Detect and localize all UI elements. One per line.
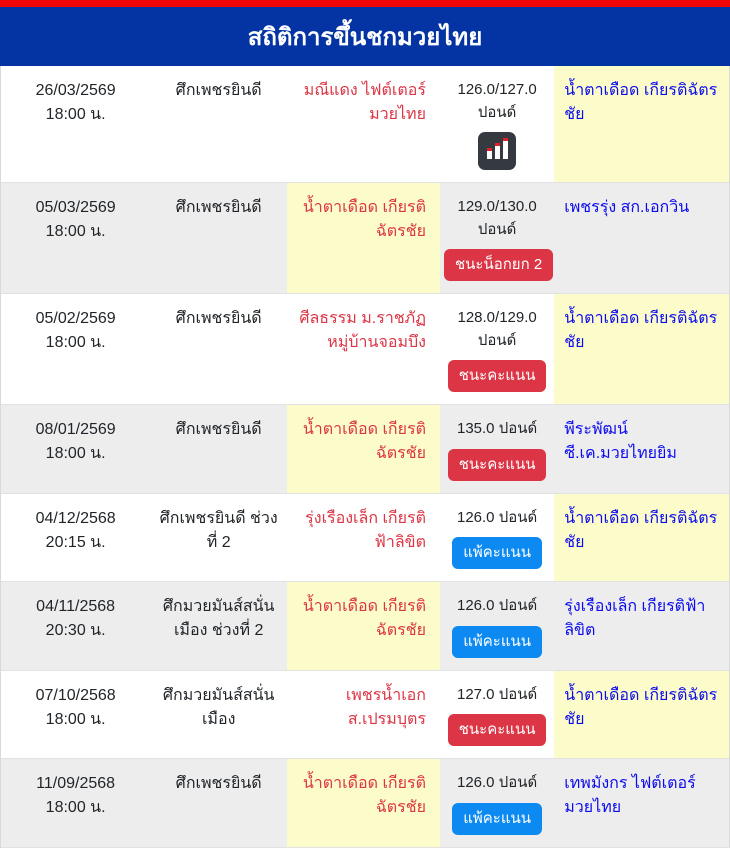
fight-date: 04/12/2568 bbox=[35, 509, 116, 527]
title-bar bbox=[0, 7, 730, 66]
blue-corner-fighter-link[interactable]: พีระพัฒน์ ซี.เค.มวยไทยยิม bbox=[564, 421, 677, 462]
fight-row bbox=[1, 66, 729, 183]
fight-weight: 128.0/129.0 ปอนด์ bbox=[457, 309, 537, 349]
blue-corner-fighter-link[interactable]: น้ำตาเดือด เกียรติฉัตรชัย bbox=[554, 294, 729, 404]
result-badge: แพ้คะแนน bbox=[452, 537, 542, 569]
page-title: สถิติการขึ้นชกมวยไทย bbox=[247, 24, 483, 51]
red-corner-fighter-link[interactable]: ศีลธรรม ม.ราชภัฏหมู่บ้านจอมบึง bbox=[299, 310, 426, 351]
weight-result-cell bbox=[440, 671, 554, 759]
blue-corner-fighter-link[interactable]: รุ่งเรืองเล็ก เกียรติฟ้าลิขิต bbox=[564, 598, 706, 639]
fight-row bbox=[1, 494, 729, 583]
fight-time: 20:15 น. bbox=[45, 533, 106, 551]
fight-time: 18:00 น. bbox=[45, 106, 106, 123]
fight-row bbox=[1, 405, 729, 494]
event-name: ศึกเพชรยินดี bbox=[175, 82, 262, 99]
fight-date: 04/11/2568 bbox=[36, 598, 116, 615]
red-corner-fighter-link[interactable]: น้ำตาเดือด เกียรติฉัตรชัย bbox=[287, 582, 440, 670]
event-name: ศึกเพชรยินดี bbox=[175, 199, 262, 216]
blue-corner-fighter-link[interactable]: เพชรรุ่ง สก.เอกวิน bbox=[564, 199, 690, 216]
weight-result-cell bbox=[440, 494, 554, 582]
fight-time: 18:00 น. bbox=[45, 334, 106, 351]
weight-result-cell bbox=[440, 759, 554, 847]
event-name: ศึกมวยมันส์สนั่นเมือง ช่วงที่ 2 bbox=[162, 598, 275, 639]
fight-table-body bbox=[0, 66, 730, 848]
weight-result-cell bbox=[440, 582, 554, 670]
fight-time: 18:00 น. bbox=[45, 799, 106, 816]
fight-weight: 126.0 ปอนด์ bbox=[456, 508, 538, 526]
fight-row bbox=[1, 671, 729, 760]
weight-result-cell bbox=[440, 294, 554, 404]
blue-corner-fighter-link[interactable]: น้ำตาเดือด เกียรติฉัตรชัย bbox=[554, 66, 729, 182]
weight-result-cell bbox=[440, 405, 554, 493]
fight-date-cell bbox=[1, 183, 150, 293]
weight-result-cell bbox=[440, 66, 554, 182]
fight-date: 26/03/2569 bbox=[35, 82, 116, 99]
fight-date: 08/01/2569 bbox=[35, 421, 116, 438]
stats-chart-button[interactable] bbox=[478, 132, 516, 170]
red-corner-fighter-link[interactable]: น้ำตาเดือด เกียรติฉัตรชัย bbox=[287, 183, 440, 293]
fight-date: 05/02/2569 bbox=[35, 310, 116, 327]
fight-date-cell bbox=[1, 294, 150, 404]
fight-row bbox=[1, 759, 729, 848]
fight-date-cell bbox=[1, 582, 150, 670]
fight-weight: 127.0 ปอนด์ bbox=[456, 685, 538, 703]
fight-row bbox=[1, 582, 729, 671]
fight-weight: 126.0/127.0 ปอนด์ bbox=[457, 81, 537, 121]
fight-date-cell bbox=[1, 671, 150, 759]
result-badge: ชนะคะแนน bbox=[448, 714, 547, 746]
result-badge: แพ้คะแนน bbox=[452, 626, 542, 658]
result-badge: แพ้คะแนน bbox=[452, 803, 542, 835]
fight-row bbox=[1, 294, 729, 405]
fight-row bbox=[1, 183, 729, 294]
event-name: ศึกเพชรยินดี bbox=[175, 775, 262, 792]
top-red-strip bbox=[0, 0, 730, 7]
fight-weight: 135.0 ปอนด์ bbox=[456, 420, 538, 437]
fight-date-cell bbox=[1, 405, 150, 493]
fight-time: 18:00 น. bbox=[45, 710, 106, 728]
result-badge: ชนะคะแนน bbox=[448, 449, 547, 481]
red-corner-fighter-link[interactable]: เพชรน้ำเอก ส.เปรมบุตร bbox=[345, 686, 426, 728]
event-name: ศึกเพชรยินดี ช่วงที่ 2 bbox=[159, 509, 278, 551]
red-corner-fighter-link[interactable]: รุ่งเรืองเล็ก เกียรติฟ้าลิขิต bbox=[305, 509, 426, 551]
fight-date-cell bbox=[1, 494, 150, 582]
fight-date: 05/03/2569 bbox=[35, 199, 116, 216]
event-name: ศึกเพชรยินดี bbox=[175, 421, 262, 438]
fight-date: 07/10/2568 bbox=[35, 686, 116, 704]
fight-date: 11/09/2568 bbox=[36, 775, 116, 792]
fight-time: 18:00 น. bbox=[45, 223, 106, 240]
fight-date-cell bbox=[1, 759, 150, 847]
blue-corner-fighter-link[interactable]: น้ำตาเดือด เกียรติฉัตรชัย bbox=[554, 671, 729, 759]
bar-chart-icon bbox=[485, 141, 509, 162]
fight-weight: 129.0/130.0 ปอนด์ bbox=[457, 198, 537, 238]
result-badge: ชนะคะแนน bbox=[448, 360, 547, 392]
fight-time: 20:30 น. bbox=[45, 622, 106, 639]
fight-weight: 126.0 ปอนด์ bbox=[456, 597, 538, 614]
blue-corner-fighter-link[interactable]: น้ำตาเดือด เกียรติฉัตรชัย bbox=[554, 494, 729, 582]
fight-date-cell bbox=[1, 66, 150, 182]
event-name: ศึกเพชรยินดี bbox=[175, 310, 262, 327]
weight-result-cell bbox=[440, 183, 554, 293]
red-corner-fighter-link[interactable]: น้ำตาเดือด เกียรติฉัตรชัย bbox=[287, 405, 440, 493]
red-corner-fighter-link[interactable]: น้ำตาเดือด เกียรติฉัตรชัย bbox=[287, 759, 440, 847]
event-name: ศึกมวยมันส์สนั่นเมือง bbox=[162, 686, 275, 728]
red-corner-fighter-link[interactable]: มณีแดง ไฟต์เตอร์มวยไทย bbox=[303, 82, 426, 123]
result-badge: ชนะน็อกยก 2 bbox=[444, 249, 553, 281]
fight-weight: 126.0 ปอนด์ bbox=[456, 774, 538, 791]
blue-corner-fighter-link[interactable]: เทพมังกร ไฟต์เตอร์มวยไทย bbox=[564, 775, 696, 816]
fight-time: 18:00 น. bbox=[45, 445, 106, 462]
